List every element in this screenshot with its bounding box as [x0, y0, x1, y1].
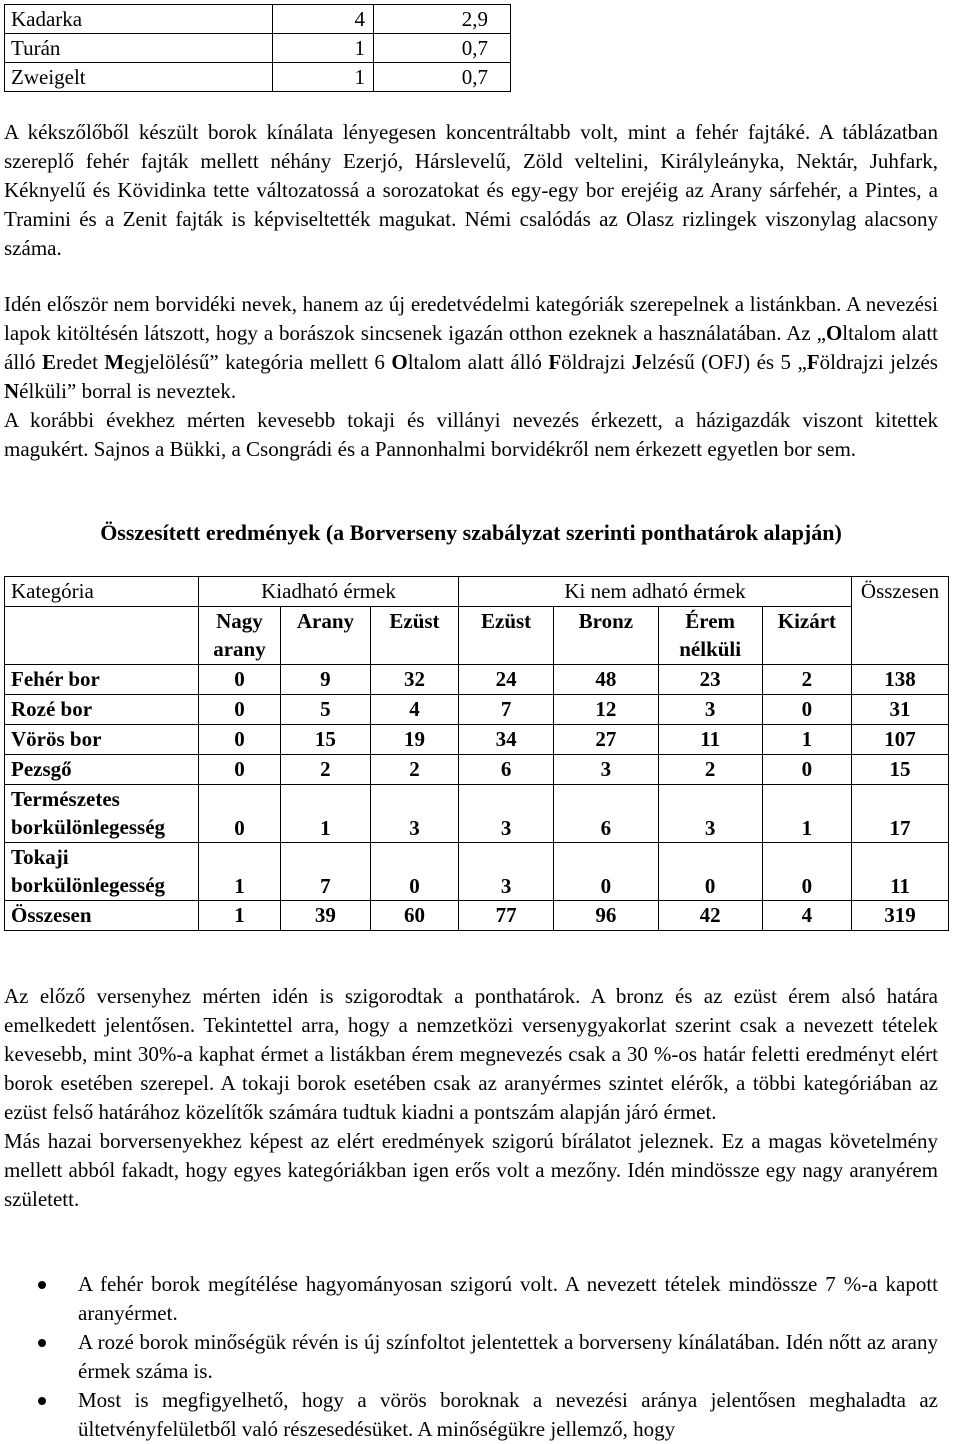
text-run: öldrajzi	[561, 350, 632, 374]
header-awardable: Kiadható érmek	[199, 577, 459, 607]
bold-letter: O	[391, 350, 408, 374]
table-cell: 48	[554, 665, 658, 695]
header-row	[5, 607, 949, 665]
results-table	[4, 576, 949, 931]
table-cell: 39	[280, 901, 370, 931]
bullet-list	[4, 1270, 938, 1444]
table-cell: 0	[554, 843, 658, 901]
header-silver-2: Ezüst	[459, 607, 554, 665]
variety-count: 4	[273, 5, 374, 34]
table-row	[5, 725, 949, 755]
bold-letter: F	[548, 350, 562, 374]
table-row	[5, 34, 511, 63]
text-run: öldrajzi jelzés	[819, 350, 938, 374]
table-cell: 2	[658, 755, 762, 785]
table-cell: 0	[762, 843, 851, 901]
table-row-total	[5, 901, 949, 931]
table-cell: 1	[199, 901, 281, 931]
category-line: Tokaji	[11, 845, 69, 869]
table-cell: 138	[852, 665, 949, 695]
table-cell: 4	[370, 695, 458, 725]
paragraph-red-wines	[4, 118, 938, 263]
header-silver: Ezüst	[370, 607, 458, 665]
variety-percent: 0,7	[374, 34, 511, 63]
table-cell: 0	[762, 695, 851, 725]
table-cell: 3	[658, 785, 762, 843]
paragraph-origin-categories	[4, 290, 938, 464]
table-cell: 1	[199, 843, 281, 901]
table-row	[5, 63, 511, 92]
table-cell: 0	[199, 785, 281, 843]
header-bronze: Bronz	[554, 607, 658, 665]
table-cell: 0	[199, 755, 281, 785]
header-not-awardable: Ki nem adható érmek	[459, 577, 852, 607]
row-category: Vörös bor	[5, 725, 199, 755]
table-cell: 31	[852, 695, 949, 725]
table-cell: 1	[762, 725, 851, 755]
paragraph-thresholds	[4, 982, 938, 1214]
table-cell: 1	[280, 785, 370, 843]
table-cell: 4	[762, 901, 851, 931]
header-no-medal: Érem nélküli	[658, 607, 762, 665]
table-cell: 0	[199, 665, 281, 695]
table-row	[5, 5, 511, 34]
variety-name: Turán	[5, 34, 273, 63]
header-excluded: Kizárt	[762, 607, 851, 665]
table-cell: 2	[280, 755, 370, 785]
row-category	[5, 843, 199, 901]
bold-letter: E	[41, 350, 56, 374]
table-cell: 60	[370, 901, 458, 931]
table-cell: 1	[762, 785, 851, 843]
table-cell: 15	[280, 725, 370, 755]
paragraph-text: Az előző versenyhez mérten idén is szigorodtak a ponthatárok. A bronz és az ezüst érem alsó határa emelkedett jelentősen. Tekintettel arra, hogy a nemzetközi versenygyakorlat szerint csak a nevezett tételek kevesebb, mint 30%-a kaphat érmet a listákban érem megnevezés csak a 30 %-os határ feletti eredményt elért borok esetében szerepel. A tokaji borok esetében csak az aranyérmes szintet elérők, a többi kategóriában az ezüst felső határához közelítők számára tudtuk kiadni a pontszám alapján járó érmet.	[4, 984, 938, 1124]
text-run: ltalom alatt álló	[407, 350, 549, 374]
text-run: elzésű (OFJ) és 5 „	[642, 350, 807, 374]
table-cell: 12	[554, 695, 658, 725]
row-category: Pezsgő	[5, 755, 199, 785]
list-item	[4, 1270, 938, 1328]
table-cell: 11	[658, 725, 762, 755]
table-cell: 7	[280, 843, 370, 901]
header-total: Összesen	[852, 577, 949, 665]
table-cell: 5	[280, 695, 370, 725]
table-cell: 24	[459, 665, 554, 695]
table-row	[5, 755, 949, 785]
header-category: Kategória	[5, 577, 199, 607]
table-cell: 6	[554, 785, 658, 843]
table-cell: 32	[370, 665, 458, 695]
table-cell: 0	[199, 725, 281, 755]
table-cell: 0	[370, 843, 458, 901]
list-item-text: Most is megfigyelhető, hogy a vörös boroknak a nevezési aránya jelentősen meghaladta az ültetvényfelületből való részesedésüket. A minőségükre jellemző, hogy	[78, 1388, 938, 1441]
table-cell: 11	[852, 843, 949, 901]
bold-letter: M	[104, 350, 125, 374]
header-gold: Arany	[280, 607, 370, 665]
text-run: redet	[55, 350, 105, 374]
results-heading: Összesített eredmények (a Borverseny szabályzat szerinti ponthatárok alapján)	[100, 520, 842, 545]
table-cell: 27	[554, 725, 658, 755]
header-great-gold: Nagy arany	[199, 607, 281, 665]
variety-percent: 0,7	[374, 63, 511, 92]
table-cell: 19	[370, 725, 458, 755]
table-cell: 17	[852, 785, 949, 843]
variety-name: Zweigelt	[5, 63, 273, 92]
table-cell: 3	[370, 785, 458, 843]
text-run: egjelölésű” kategória mellett 6	[124, 350, 392, 374]
table-row	[5, 785, 949, 843]
row-category	[5, 785, 199, 843]
variety-count: 1	[273, 63, 374, 92]
bullet-icon	[38, 1281, 46, 1289]
header-row	[5, 577, 949, 607]
table-cell: 319	[852, 901, 949, 931]
table-cell: 3	[658, 695, 762, 725]
table-cell: 2	[762, 665, 851, 695]
text-run: élküli” borral is neveztek.	[19, 379, 237, 403]
table-cell: 34	[459, 725, 554, 755]
table-cell: 3	[554, 755, 658, 785]
table-cell: 42	[658, 901, 762, 931]
bold-letter: F	[806, 350, 820, 374]
table-cell: 15	[852, 755, 949, 785]
category-line: Természetes	[11, 787, 120, 811]
bold-letter: O	[825, 321, 843, 345]
bold-letter: N	[4, 379, 20, 403]
table-cell: 3	[459, 785, 554, 843]
table-cell: 0	[658, 843, 762, 901]
table-cell: 23	[658, 665, 762, 695]
table-cell: 96	[554, 901, 658, 931]
row-category: Rozé bor	[5, 695, 199, 725]
table-row	[5, 843, 949, 901]
variety-count: 1	[273, 34, 374, 63]
table-cell: 77	[459, 901, 554, 931]
table-cell: 107	[852, 725, 949, 755]
text-run: Idén először nem borvidéki nevek, hanem az új eredetvédelmi kategóriák szerepelnek a listánkban. A nevezési lapok kitöltésén látszott, hogy a borászok sincsenek igazán otthon ezeknek a használatában. Az „	[4, 292, 938, 345]
text-run: ltalom alatt álló	[4, 321, 938, 374]
variety-name: Kadarka	[5, 5, 273, 34]
list-item-text: A fehér borok megítélése hagyományosan szigorú volt. A nevezett tételek mindössze 7 %-a kapott aranyérmet.	[78, 1272, 938, 1325]
row-category: Fehér bor	[5, 665, 199, 695]
list-item	[4, 1328, 938, 1386]
paragraph-text	[4, 290, 938, 406]
list-item-text: A rozé borok minőségük révén is új színfoltot jelentettek a borverseny kínálatában. Idén nőtt az arany érmek száma is.	[78, 1330, 938, 1383]
bullet-icon	[38, 1397, 46, 1405]
bullet-icon	[38, 1339, 46, 1347]
table-row	[5, 695, 949, 725]
table-cell: 9	[280, 665, 370, 695]
paragraph-text: A korábbi évekhez mérten kevesebb tokaji és villányi nevezés érkezett, a házigazdák viszont kitettek magukért. Sajnos a Bükki, a Csongrádi és a Pannonhalmi borvidékről nem érkezett egyetlen bor sem.	[4, 408, 938, 461]
paragraph-text: Más hazai borversenyekhez képest az elért eredmények szigorú bírálatot jeleznek. Ez a magas követelmény mellett abból fakadt, hogy egyes kategóriákban igen erős volt a mezőny. Idén mindössze egy nagy aranyérem született.	[4, 1129, 938, 1211]
paragraph-text: A kékszőlőből készült borok kínálata lényegesen koncentráltabb volt, mint a fehér fajtáké. A táblázatban szereplő fehér fajták mellett néhány Ezerjó, Hárslevelű, Zöld veltelini, Királyleányka, Nektár, Juhfark, Kéknyelű és Kövidinka tette változatossá a sorozatokat és egy-egy bor erejéig az Arany sárfehér, a Pintes, a Tramini és a Zenit fajták is képviseltették magukat. Némi csalódás az Olasz rizlingek viszonylag alacsony száma.	[4, 120, 938, 260]
table-cell: 3	[459, 843, 554, 901]
variety-table	[4, 4, 511, 92]
list-item	[4, 1386, 938, 1444]
category-line: borkülönlegesség	[11, 815, 166, 839]
table-cell: 2	[370, 755, 458, 785]
table-cell: 0	[762, 755, 851, 785]
bold-letter: J	[631, 350, 643, 374]
table-cell: 7	[459, 695, 554, 725]
variety-percent: 2,9	[374, 5, 511, 34]
category-line: borkülönlegesség	[11, 873, 166, 897]
table-cell: 6	[459, 755, 554, 785]
table-cell: 0	[199, 695, 281, 725]
table-row	[5, 665, 949, 695]
row-category: Összesen	[5, 901, 199, 931]
header-blank	[5, 607, 199, 665]
